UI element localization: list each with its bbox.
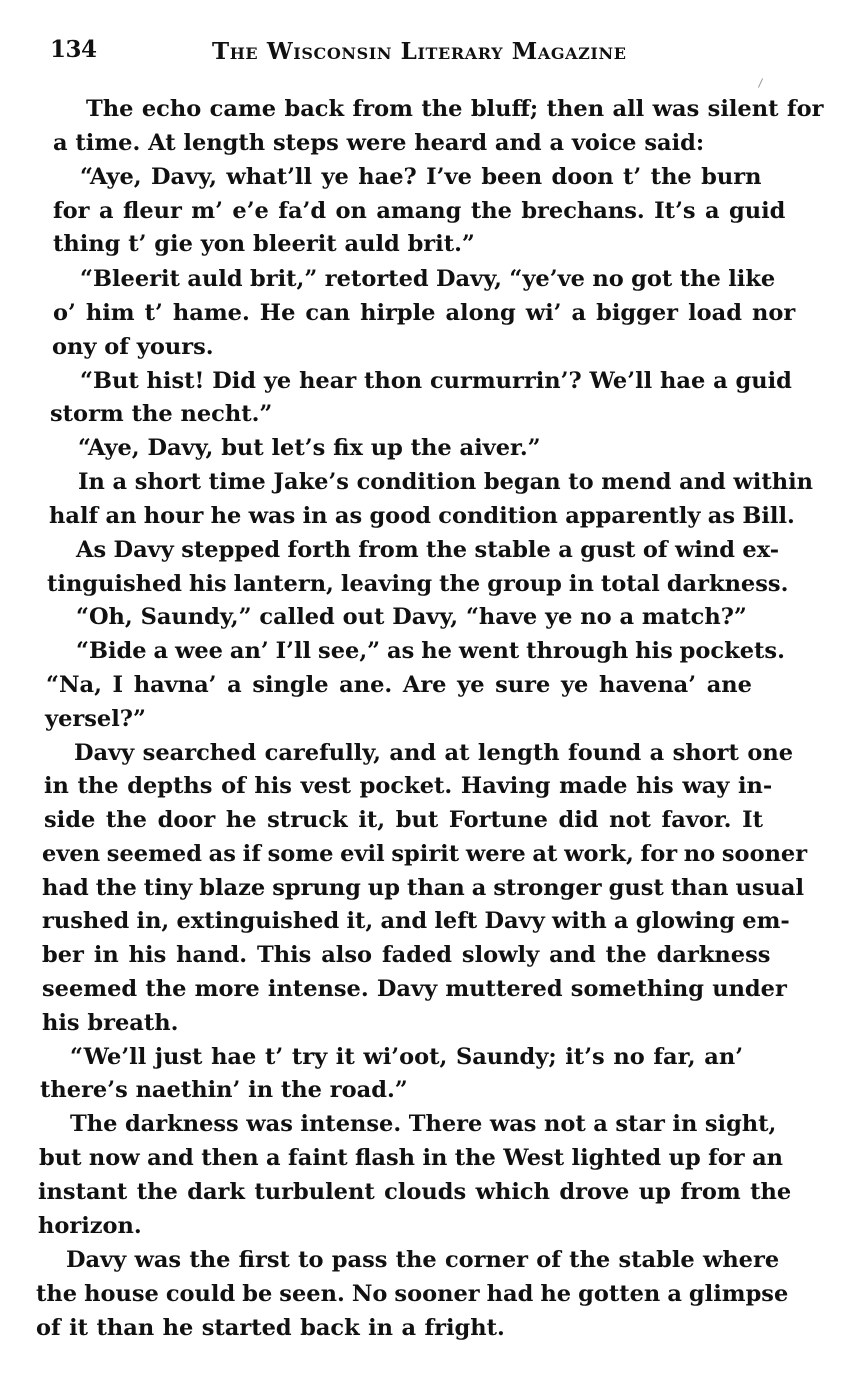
text-line: instant the dark turbulent clouds which drove up from the [38,1179,792,1205]
page-number: 134 [50,36,97,63]
print-speck [758,78,763,87]
text-line: horizon. [38,1213,142,1239]
text-line: storm the necht.” [50,401,273,427]
text-line: “Bleerit auld brit,” retorted Davy, “ye’ve no got the like [80,266,776,292]
text-line: the house could be seen. No sooner had he gotten a glimpse [36,1281,789,1307]
text-line: a time. At length steps were heard and a voice said: [53,130,705,156]
text-line: there’s naethin’ in the road.” [40,1077,408,1103]
text-line: Davy was the first to pass the corner of the stable where [66,1247,780,1273]
text-line: As Davy stepped forth from the stable a gust of wind ex- [76,537,780,563]
text-line: “Na, I havna’ a single ane. Are ye sure ye havena’ ane [46,672,752,698]
text-line: his breath. [42,1010,179,1036]
text-line: side the door he struck it, but Fortune did not favor. It [44,807,764,833]
text-line: In a short time Jake’s condition began to mend and within [78,469,813,495]
text-line: “We’ll just hae t’ try it wi’oot, Saundy; it’s no far, an’ [70,1044,744,1070]
text-line: even seemed as if some evil spirit were at work, for no sooner [42,841,808,867]
text-line: “But hist! Did ye hear thon curmurrin’? We’ll hae a guid [80,368,792,394]
text-line: “Oh, Saundy,” called out Davy, “have ye no a match?” [76,604,747,630]
text-line: yersel?” [45,706,146,732]
text-line: o’ him t’ hame. He can hirple along wi’ a bigger load nor [53,300,796,326]
text-line: in the depths of his vest pocket. Having made his way in- [44,773,773,799]
text-line: “Bide a wee an’ I’ll see,” as he went through his pockets. [76,638,785,664]
text-line: tinguished his lantern, leaving the group in total darkness. [47,571,789,597]
text-line: rushed in, extinguished it, and left Davy with a glowing em- [42,908,790,934]
text-line: ony of yours. [52,334,214,360]
page-header [50,36,820,70]
text-line: The echo came back from the bluff; then all was silent for [86,96,824,122]
text-line: thing t’ gie yon bleerit auld brit.” [53,231,475,257]
text-line: The darkness was intense. There was not a star in sight, [70,1111,777,1137]
text-line: seemed the more intense. Davy muttered something under [42,976,787,1002]
text-line: but now and then a faint flash in the West lighted up for an [39,1145,784,1171]
text-line: “Aye, Davy, what’ll ye hae? I’ve been doon t’ the burn [80,164,762,190]
text-line: Davy searched carefully, and at length found a short one [74,740,794,766]
running-title: The Wisconsin Literary Magazine [212,38,627,65]
text-line: ber in his hand. This also faded slowly and the darkness [42,942,771,968]
text-line: half an hour he was in as good condition apparently as Bill. [49,503,795,529]
text-line: “Aye, Davy, but let’s fix up the aiver.” [78,435,541,461]
text-line: had the tiny blaze sprung up than a stronger gust than usual [42,875,805,901]
text-line: of it than he started back in a fright. [36,1315,505,1341]
text-line: for a fleur m’ e’e fa’d on amang the brechans. It’s a guid [53,198,786,224]
